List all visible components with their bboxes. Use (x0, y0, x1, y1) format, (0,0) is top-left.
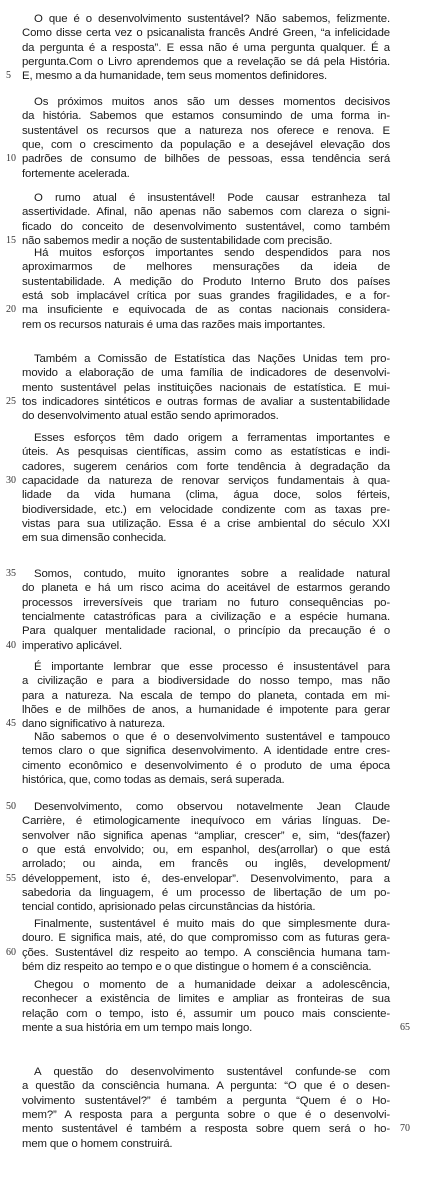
text-line: A questão do desenvolvimento sustentável confunde-se com (34, 1066, 390, 1078)
text-line: Como disse certa vez o psicanalista francês André Green, “a infelicidade (22, 27, 390, 40)
text-line: biodiversidade, etc.) em velocidade condizente com as taxas pre- (22, 503, 390, 516)
line-number: 45 (6, 718, 16, 730)
line-number: 35 (6, 568, 16, 579)
text-line: tos indicadores sintéticos e outras formas de avaliar a sustentabilidade (22, 395, 390, 408)
text-line: sabedoria da linguagem, é um processo de libertação de um po- (22, 886, 390, 899)
text-line: histórica, que, como todas as demais, será superada. (22, 773, 285, 786)
line-number: 10 (6, 153, 16, 165)
text-line: É importante lembrar que esse processo é insustentável para (34, 661, 390, 673)
line-number: 70 (400, 1123, 410, 1135)
text-line: aproximarmos de melhores mensurações da ideia de (22, 261, 390, 274)
text-line: rem os recursos naturais é uma das razões mais importantes. (22, 318, 326, 331)
line-number: 60 (6, 946, 16, 958)
text-line: reconhecer a existência de limites e ampliar as fronteiras de sua (22, 993, 390, 1006)
text-line: Somos, contudo, muito ignorantes sobre a realidade natural (34, 568, 390, 580)
text-line: sustentabilidade. A medição do Produto Interno Bruto dos países (22, 275, 390, 288)
text-line: imperativo aplicável. (22, 639, 123, 652)
text-line: a civilização e para a biodiversidade do nosso tempo, mas não (22, 675, 390, 688)
text-line: assertividade. Afinal, não apenas não sabemos com clareza o signi- (22, 206, 390, 219)
text-line: fortemente acelerada. (22, 167, 130, 180)
text-line: O rumo atual é insustentável! Pode causar estranheza tal (34, 192, 390, 204)
text-line: Os próximos muitos anos são um desses momentos decisivos (34, 96, 390, 108)
text-line: o que está envolvido; ou, em espanhol, des(arrollar) o que está (22, 843, 390, 856)
text-line: do planeta e há um risco acima do aceitável de estarmos gerando (22, 582, 390, 595)
text-line: tencialmente catastróficas para a civilização e a espécie humana. (22, 610, 390, 623)
text-line: Para qualquer mentalidade racional, o princípio da precaução é o (22, 625, 390, 638)
text-line: arrolado; ou ainda, em francês ou inglês, development/ (22, 858, 390, 871)
line-number: 50 (6, 801, 16, 812)
text-line: padrões de consumo de bilhões de pessoas, essa tendência será (22, 153, 390, 166)
line-number: 55 (6, 872, 16, 884)
text-line: ma insuficiente e equivocada de as contas nacionais considera- (22, 304, 390, 317)
text-line: vistas para sua utilização. Essa é a crise ambiental do século XXI (22, 517, 390, 530)
text-line: douro. E significa mais, até, do que compromisso com as futuras gera- (22, 932, 390, 945)
text-line: senvolver não significa apenas “ampliar, crescer” e, sim, “des(fazer) (22, 829, 390, 842)
text-line: mente a sua história em um tempo mais longo. (22, 1021, 253, 1034)
text-line: cimento econômico e desenvolvimento é o produto de uma época (22, 759, 390, 772)
text-line: Chegou o momento de a humanidade deixar a adolescência, (34, 979, 390, 991)
text-line: mem que o homem construirá. (22, 1137, 173, 1150)
text-line: pergunta.Com o Livro aprendemos que a revelação se dá pela História. (22, 55, 390, 68)
text-line: do desenvolvimento atual estão sendo aprimorados. (22, 410, 279, 423)
line-number: 65 (400, 1021, 410, 1033)
text-line: ficado do conceito de desenvolvimento sustentável, como também (22, 220, 390, 233)
text-line: développement, isto é, des-envelopar”. Desenvolvimento, para a (22, 872, 390, 885)
text-line: tencial contido, aprisionado pelas circunstâncias da história. (22, 901, 316, 914)
text-line: Não sabemos o que é o desenvolvimento sustentável e tampouco (34, 731, 390, 743)
text-line: está sob implacável crítica por suas grandes fragilidades, e a for- (22, 289, 390, 302)
text-line: ções. Sustentável diz respeito ao tempo. A consciência humana tam- (22, 946, 390, 959)
text-line: relação com o tempo, isto é, assumir um pouco mais consciente- (22, 1007, 390, 1020)
text-line: cadores, sugerem cenários com forte tendência à degradação da (22, 460, 390, 473)
text-line: em sua dimensão conhecida. (22, 532, 167, 545)
text-line: lidade da vida humana (clima, água doce, solos férteis, (22, 489, 390, 502)
text-line: Desenvolvimento, como observou notavelmente Jean Claude (34, 801, 390, 813)
line-number: 5 (6, 70, 11, 82)
line-number: 15 (6, 234, 16, 246)
text-line: mento sustentável pelas instituições nacionais de estatística. E mui- (22, 381, 390, 394)
text-line: Há muitos esforços importantes sendo despendidos para nos (34, 247, 390, 259)
text-line: mento sustentável é também a resposta sobre quem será o ho- (22, 1123, 390, 1136)
text-line: para a natureza. Na escala de tempo do planeta, contada em mi- (22, 689, 390, 702)
line-number: 25 (6, 395, 16, 407)
text-line: temos claro o que significa desenvolvimento. A identidade entre cres- (22, 745, 390, 758)
text-line: volvimento sustentável?” é também a pergunta “Quem é o Ho- (22, 1094, 390, 1107)
text-line: da história. Sabemos que estamos consumindo de uma forma in- (22, 110, 390, 123)
text-line: sustentável os recursos que a natureza nos oferece e renova. E (22, 124, 390, 137)
text-line: movido a elaboração de uma família de indicadores de desenvolvi- (22, 367, 390, 380)
text-line: Finalmente, sustentável é muito mais do que simplesmente dura- (34, 918, 390, 930)
text-line: mem?” A resposta para a pergunta sobre o que é o desenvolvi- (22, 1108, 390, 1121)
line-number: 30 (6, 474, 16, 486)
text-line: bém diz respeito ao tempo e o que distingue o homem é a consciência. (22, 960, 372, 973)
text-line: Esses esforços têm dado origem a ferramentas importantes e (34, 432, 390, 444)
text-line: lhões e de milhões de anos, a humanidade é impotente para gerar (22, 703, 390, 716)
text-line: úteis. As pesquisas científicas, assim como as estatísticas e indi- (22, 446, 390, 459)
text-line: da pergunta é a resposta”. E essa não é uma pergunta qualquer. É a (22, 41, 390, 54)
text-line: E, mesmo a da humanidade, tem seus momentos definidores. (22, 70, 328, 83)
line-number: 40 (6, 639, 16, 651)
text-line: Carrière, é etimologicamente inequívoco em várias línguas. De- (22, 815, 390, 828)
text-line: Também a Comissão de Estatística das Nações Unidas tem pro- (34, 353, 390, 365)
text-line: dano significativo à natureza. (22, 718, 166, 731)
text-line: processos irreversíveis que trariam no futuro consequências po- (22, 596, 390, 609)
text-line: capacidade da natureza de renovar serviços fundamentais à qua- (22, 474, 390, 487)
text-line: O que é o desenvolvimento sustentável? Não sabemos, felizmente. (34, 13, 390, 25)
line-number: 20 (6, 304, 16, 316)
text-line: a questão da consciência humana. A pergunta: “O que é o desen- (22, 1080, 390, 1093)
text-line: que, com o crescimento da população e a desejável elevação dos (22, 138, 390, 151)
text-line: não sabemos medir a noção de sustentabilidade com precisão. (22, 234, 333, 247)
